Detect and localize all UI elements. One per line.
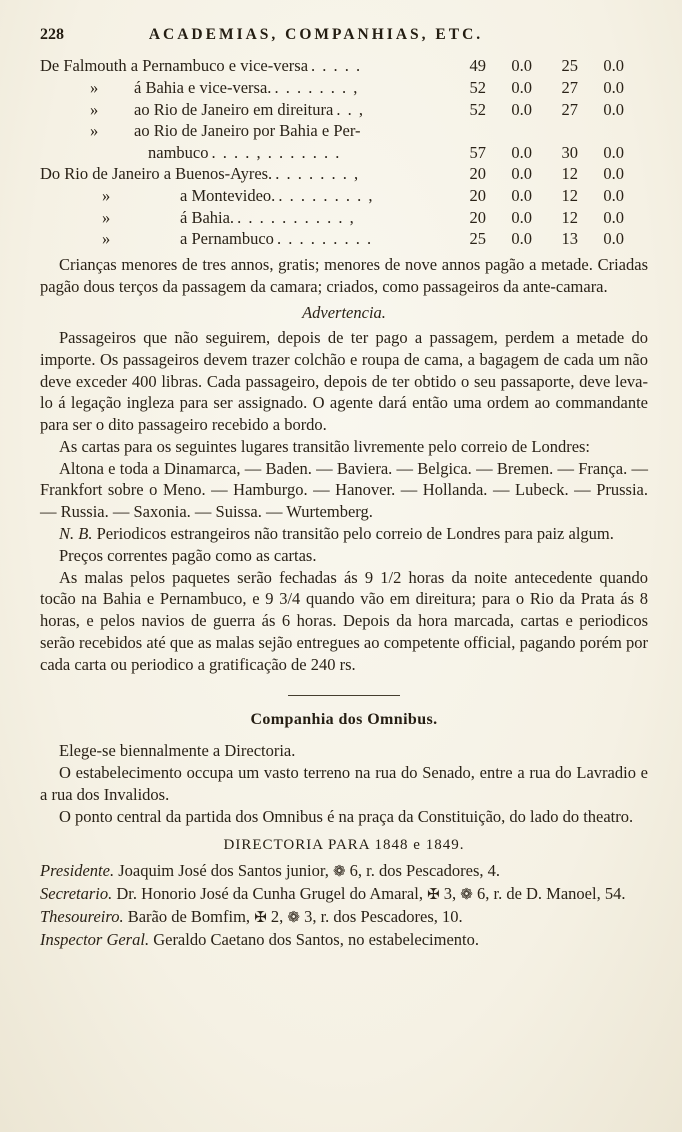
directoria-entry [40,906,648,929]
cross-icon: ✠ [427,887,440,904]
dot-leader: . . . . , . . . . . . . [211,142,341,162]
table-row [40,163,624,185]
entry-role: Inspector Geral. [40,929,150,949]
entry-text: 2, [266,906,288,926]
fare-value: 25 [469,229,486,249]
fare-value: 52 [469,78,486,98]
directoria-entry [40,929,648,951]
lugares-paragraph: Altona e toda a Dinamarca, — Baden. — Baviera. — Belgica. — Bremen. — França. — Frankfort sobre o Meno. — Hamburgo. — Hanover. — Hollanda. — Lubeck. — Prussia. — Russia. — Saxonia. — Suissa. — Wurtemberg. [40,458,648,522]
entry-text: 6, r. dos Pescadores, 4. [345,861,500,881]
fare-route: ao Rio de Janeiro em direitura [134,99,334,119]
fare-value: 13 [561,229,578,249]
rosette-icon: ❁ [332,864,346,881]
page-header [40,24,648,45]
page-number: 228 [40,26,64,43]
running-title: ACADEMIAS, COMPANHIAS, ETC. [148,26,484,43]
fare-value: 27 [561,78,578,98]
fare-value: 0.0 [511,164,532,184]
fare-route: ao Rio de Janeiro por Bahia e Per- [134,121,361,141]
fare-value: 20 [469,207,486,227]
nb-label: N. B. [59,523,93,543]
omnibus-paragraph-1: Elege-se biennalmente a Directoria. [59,741,296,761]
fare-value: 20 [469,164,486,184]
entry-text: 3, r. dos Pescadores, 10. [299,906,463,926]
fare-route: nambuco [148,142,209,162]
table-row [40,207,624,229]
fare-value: 0.0 [511,78,532,98]
fare-route: a Montevideo. [180,186,276,206]
omnibus-section-heading: Companhia dos Omnibus. [250,711,438,729]
directoria-entry [40,883,648,906]
fare-value: 12 [561,164,578,184]
fare-value: 0.0 [603,78,624,98]
fare-value: 0.0 [603,186,624,206]
cross-icon: ✠ [254,909,267,926]
directoria-entry [40,860,648,883]
table-row [40,120,624,142]
ditto-mark: » [102,229,111,249]
entry-text: 3, [439,884,461,904]
fare-value: 20 [469,186,486,206]
table-row [40,228,624,250]
dot-leader: . . . . . . . . . [276,229,373,249]
fare-route: De Falmouth a Pernambuco e vice-versa [40,56,309,76]
fare-route: Do Rio de Janeiro a Buenos-Ayres. [40,164,273,184]
omnibus-paragraph-3: O ponto central da partida dos Omnibus é na praça da Constituição, do lado do theatro. [59,806,634,826]
ditto-mark: » [102,186,111,206]
ditto-mark: » [90,78,99,98]
fare-value: 12 [561,186,578,206]
fare-table [40,55,648,249]
fare-value: 0.0 [603,164,624,184]
fare-value: 0.0 [511,229,532,249]
dot-leader: . . . . . . . , [275,164,360,184]
ditto-mark: » [102,207,111,227]
entry-text: 6, r. de D. Manoel, 54. [472,884,626,904]
fare-value: 12 [561,207,578,227]
dot-leader: . . . . . . . , [274,78,359,98]
precos-paragraph: Preços correntes pagão como as cartas. [59,545,317,565]
entry-role: Thesoureiro. [40,906,124,926]
fare-value: 49 [469,56,486,76]
malas-paragraph: As malas pelos paquetes serão fechadas ás 9 1/2 horas da noite antecedente quando tocão na Bahia e Pernambuco, e 9 3/4 quando vão em direitura; para o Rio da Prata ás 8 horas, e pelos navios de guerra ás 6 horas. Depois da hora marcada, cartas e periodicos serão recebidos até que as malas sejão entregues ao competente official, pagando porém por cada carta ou periodico a gratificação de 240 rs. [40,567,648,674]
entry-role: Presidente. [40,861,115,881]
fare-value: 27 [561,99,578,119]
fare-value: 0.0 [511,56,532,76]
entry-text: Barão de Bomfim, [127,906,255,926]
table-row [40,185,624,207]
cartas-paragraph: As cartas para os seguintes lugares transitão livremente pelo correio de Londres: [59,436,591,456]
fare-value: 0.0 [603,207,624,227]
fare-route: a Pernambuco [180,229,274,249]
criancas-paragraph: Crianças menores de tres annos, gratis; menores de nove annos pagão a metade. Criadas pagão dous terços da passagem da camara; criados, como passageiros da ante-camara. [40,254,648,296]
entry-text: Geraldo Caetano dos Santos, no estabelecimento. [153,929,479,949]
fare-route: á Bahia e vice-versa. [134,78,272,98]
table-row [40,55,624,77]
fare-value: 0.0 [603,99,624,119]
entry-text: Joaquim José dos Santos junior, [118,861,333,881]
directoria-heading: DIRECTORIA PARA 1848 e 1849. [223,836,465,853]
omnibus-paragraph-2: O estabelecimento occupa um vasto terreno na rua do Senado, entre a rua do Lavradio e a rua dos Invalidos. [40,763,648,804]
fare-value: 0.0 [603,142,624,162]
rosette-icon: ❁ [460,887,473,904]
dot-leader: . . . . . . . . . . , [237,207,356,227]
advertencia-heading: Advertencia. [302,303,386,323]
table-row [40,99,624,121]
fare-value: 25 [561,56,578,76]
ditto-mark: » [90,121,99,141]
ditto-mark: » [90,99,99,119]
fare-value: 0.0 [511,207,532,227]
fare-value: 0.0 [603,56,624,76]
fare-value: 0.0 [511,99,532,119]
rosette-icon: ❁ [287,909,300,926]
nb-text: Periodicos estrangeiros não transitão pelo correio de Londres para paiz algum. [96,523,614,543]
fare-value: 0.0 [603,229,624,249]
entry-text: Dr. Honorio José da Cunha Grugel do Amaral, [116,884,428,904]
nota-bene-paragraph [40,523,648,545]
dot-leader: . . . . . . . . , [278,186,374,206]
fare-value: 57 [469,142,486,162]
section-divider [288,695,400,696]
dot-leader: . . . . . [311,56,362,76]
fare-route: á Bahia. [180,207,235,227]
table-row [40,142,624,164]
table-row [40,77,624,99]
advertencia-paragraph: Passageiros que não seguirem, depois de ter pago a passagem, perdem a metade do importe. Os passageiros devem trazer colchão e roupa de cama, a bagagem de cada um não deve exceder 400 libras. Cada passageiro, depois de ter obtido o seu passaporte, deve leva-lo á legação ingleza para ser assignado. O agente dará então uma ordem ao commandante para ser o dito passageiro recebido a bordo. [40,328,648,435]
fare-value: 0.0 [511,186,532,206]
dot-leader: . . , [336,99,365,119]
fare-value: 52 [469,99,486,119]
fare-value: 30 [561,142,578,162]
fare-value: 0.0 [511,142,532,162]
entry-role: Secretario. [40,884,113,904]
